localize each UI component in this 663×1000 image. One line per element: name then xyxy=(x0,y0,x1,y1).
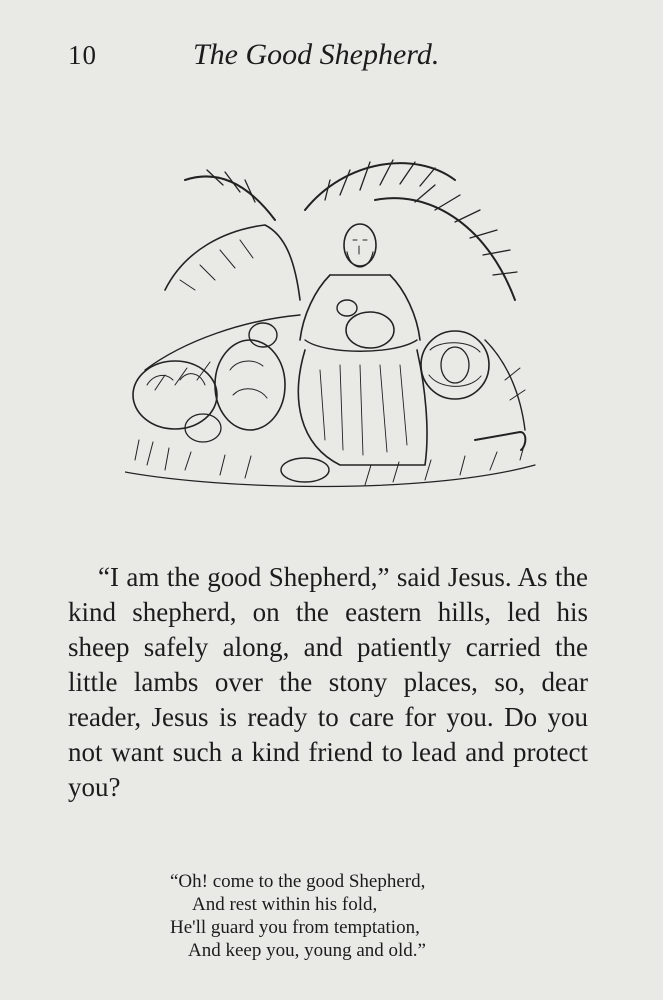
shepherd-engraving-icon xyxy=(125,140,540,505)
verse-block xyxy=(170,870,500,962)
running-title: The Good Shepherd. xyxy=(193,38,440,71)
verse-line: “Oh! come to the good Shepherd, xyxy=(170,871,426,892)
verse-line: And keep you, young and old.” xyxy=(188,940,426,961)
body-paragraph-block xyxy=(68,560,588,805)
body-paragraph: “I am the good Shepherd,” said Jesus. As the kind shepherd, on the eastern hills, led his sheep safely along, and patiently carried the little lambs over the stony places, so, dear reader, Jesus is ready to care for you. Do you not want such a kind friend to lead and protect you? xyxy=(68,562,588,802)
verse-line: And rest within his fold, xyxy=(192,894,378,915)
page-number: 10 xyxy=(68,40,97,70)
verse-line: He'll guard you from temptation, xyxy=(170,917,420,938)
